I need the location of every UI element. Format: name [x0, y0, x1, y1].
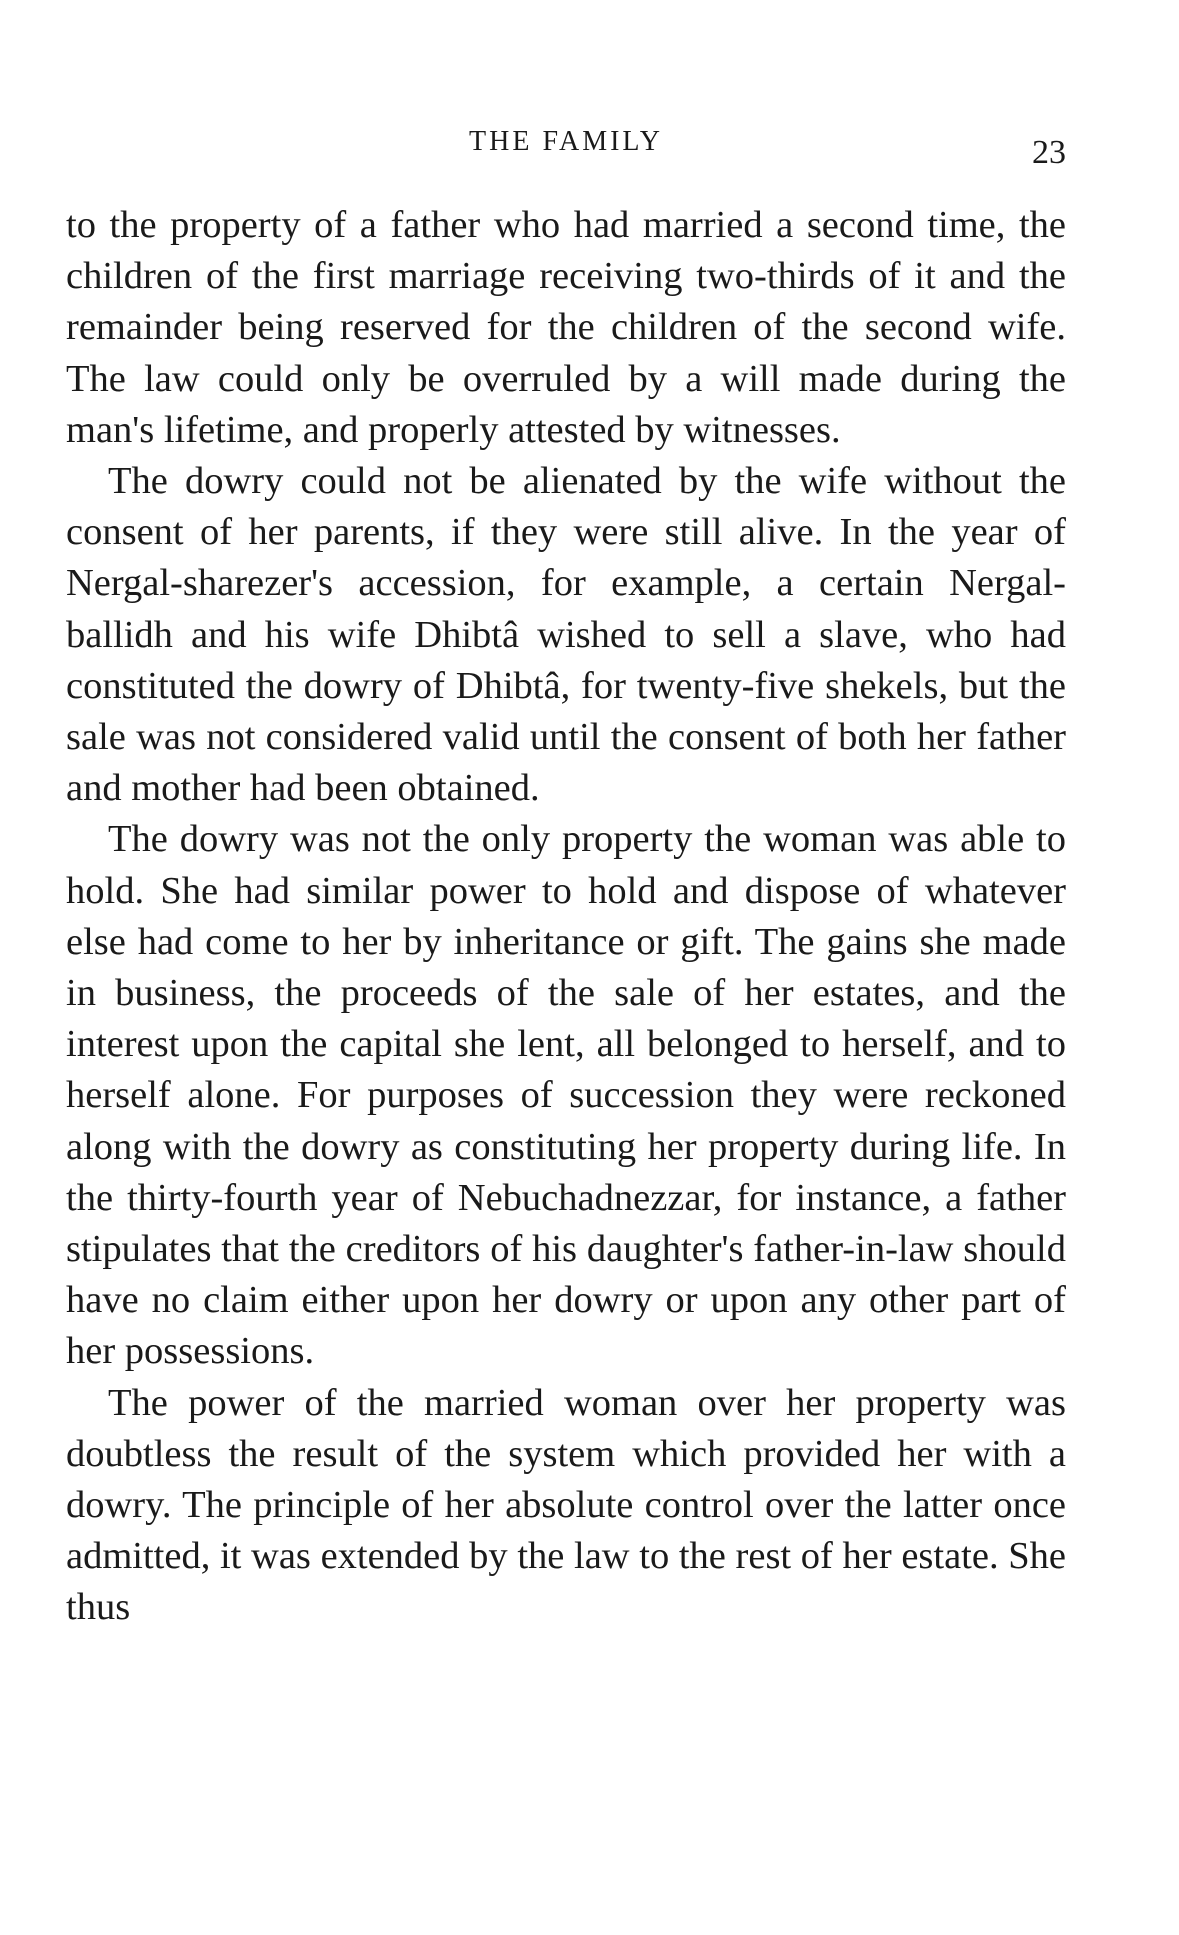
- paragraph-married-woman-power: The power of the married woman over her property was doubtless the result of the system which provided her with a dowry. The principle of her absolute control over the latter once admitted, it was extended by the law to the rest of her estate. She thus: [66, 1381, 1066, 1629]
- running-header: [66, 120, 1066, 170]
- page-number: 23: [1032, 134, 1066, 171]
- chapter-title: THE FAMILY: [469, 126, 663, 157]
- body-text: [66, 200, 1066, 1634]
- paragraph-woman-property: The dowry was not the only property the woman was able to hold. She had similar power to hold and dispose of whatever else had come to her by inheritance or gift. The gains she made in business, the proceeds of the sale of her estates, and the interest upon the capital she lent, all belonged to herself, and to herself alone. For purposes of succession they were reckoned along with the dowry as constituting her property during life. In the thirty-fourth year of Nebuchadnezzar, for instance, a father stipulates that the creditors of his daughter's father-in-law should have no claim either upon her dowry or upon any other part of her possessions.: [66, 818, 1066, 1373]
- paragraph-continued: to the property of a father who had married a second time, the children of the first marriage receiving two-thirds of it and the remainder being reserved for the children of the second wife. The law could only be overruled by a will made during the man's lifetime, and properly attested by witnesses.: [66, 204, 1066, 451]
- paragraph-dowry-alienation: The dowry could not be alienated by the wife without the consent of her parents, if they were still alive. In the year of Nergal-sharezer's accession, for example, a certain Nergal-ballidh and his wife Dhibtâ wished to sell a slave, who had constituted the dowry of Dhibtâ, for twenty-five shekels, but the sale was not considered valid until the consent of both her father and mother had been obtained.: [66, 460, 1066, 810]
